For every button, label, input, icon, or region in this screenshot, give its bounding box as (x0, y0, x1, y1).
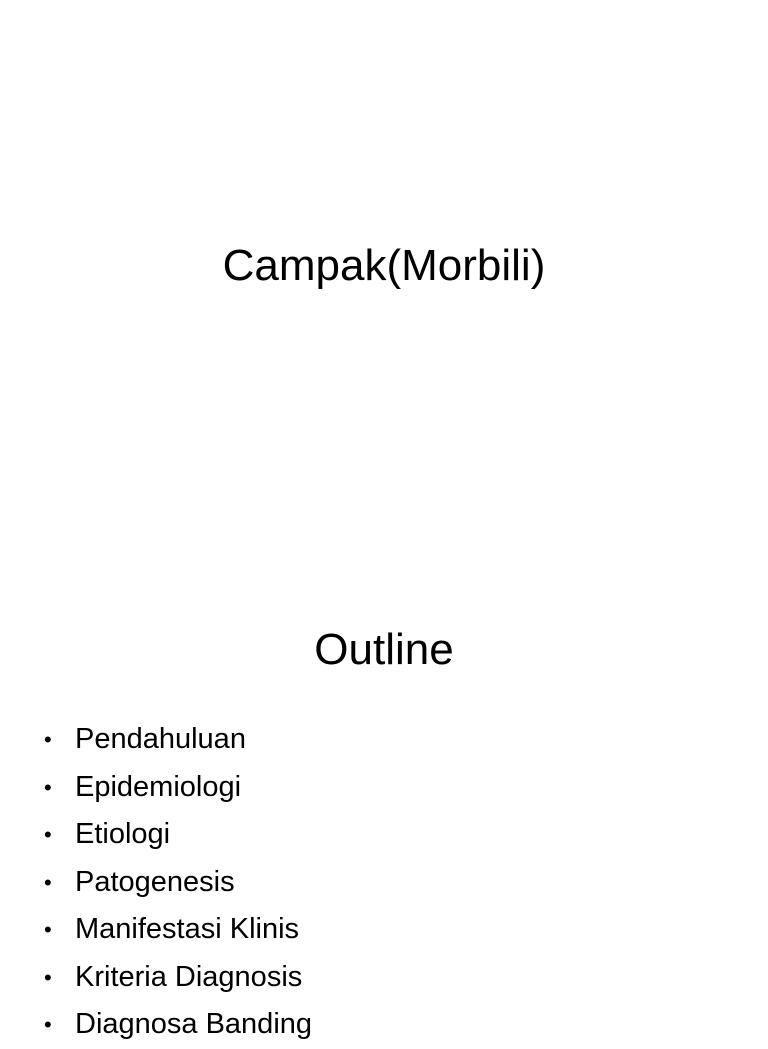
bullet-icon: • (44, 727, 52, 752)
list-item-label: Patogenesis (75, 865, 235, 898)
list-item (44, 906, 312, 954)
slide-title: Campak(Morbili) (222, 241, 546, 290)
bullet-icon: • (44, 869, 52, 895)
list-item-label: Diagnosa Banding (75, 1008, 313, 1040)
list-item-label: Epidemiologi (75, 770, 242, 803)
bullet-icon: • (44, 917, 52, 942)
list-item (44, 954, 312, 1002)
list-item (44, 1001, 312, 1049)
bullet-icon: • (44, 822, 52, 847)
list-item-label: Manifestasi Klinis (75, 913, 300, 945)
bullet-icon: • (44, 774, 52, 800)
outline-list (44, 716, 312, 1049)
list-item (44, 811, 312, 859)
list-item (44, 716, 312, 764)
list-item-label: Etiologi (75, 818, 171, 850)
bullet-icon: • (44, 1012, 52, 1037)
list-item (44, 764, 312, 812)
outline-slide (0, 560, 768, 1040)
list-item (44, 859, 312, 907)
list-item-label: Kriteria Diagnosis (75, 960, 303, 993)
list-item-label: Pendahuluan (75, 723, 246, 755)
bullet-icon: • (44, 964, 52, 990)
outline-title: Outline (314, 625, 454, 674)
